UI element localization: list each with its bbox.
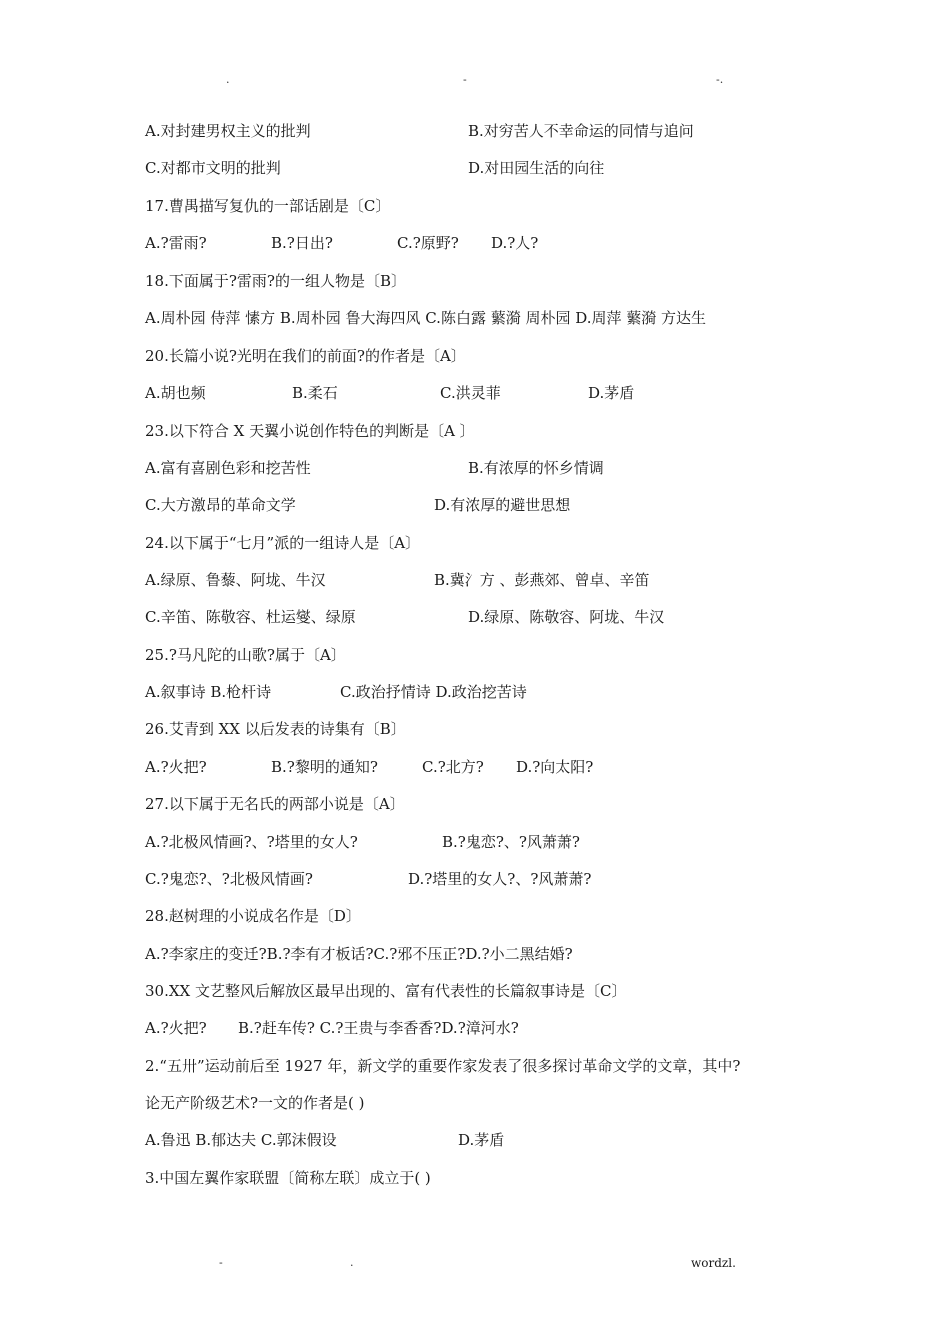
option-text: C.洪灵菲 <box>440 384 501 402</box>
option-text: C.辛笛、陈敬容、杜运燮、绿原 <box>145 608 356 626</box>
question-text: 论无产阶级艺术?一文的作者是( ) <box>145 1094 365 1112</box>
footer-mark-center: . <box>350 1256 354 1269</box>
header-mark-left: . <box>226 73 230 86</box>
option-text: C.对都市文明的批判 <box>145 159 281 177</box>
question-text: 28.赵树理的小说成名作是〔D〕 <box>145 907 361 925</box>
option-text: B.?赶车传? C.?王贵与李香香?D.?漳河水? <box>238 1019 519 1037</box>
question-text: 3.中国左翼作家联盟〔简称左联〕成立于( ) <box>145 1169 431 1187</box>
option-text: D.茅盾 <box>588 384 635 402</box>
header-mark-center: - <box>463 73 467 86</box>
question-text: 30.XX 文艺整风后解放区最早出现的、富有代表性的长篇叙事诗是〔C〕 <box>145 982 627 1000</box>
option-text: C.?北方? <box>422 758 484 776</box>
option-text: A.?雷雨? <box>145 234 207 252</box>
option-text: B.?鬼恋?、?风萧萧? <box>442 833 580 851</box>
question-text: 25.?马凡陀的山歌?属于〔A〕 <box>145 646 346 664</box>
question-text: 17.曹禺描写复仇的一部话剧是〔C〕 <box>145 197 391 215</box>
header-mark-right: -. <box>716 73 724 86</box>
question-text: 20.长篇小说?光明在我们的前面?的作者是〔A〕 <box>145 347 466 365</box>
question-text: 18.下面属于?雷雨?的一组人物是〔B〕 <box>145 272 406 290</box>
option-text: C.?鬼恋?、?北极风情画? <box>145 870 313 888</box>
option-text: A.周朴园 侍萍 愫方 B.周朴园 鲁大海四风 C.陈白露 蘩漪 周朴园 D.周萍 蘩漪 方达生 <box>145 309 707 327</box>
option-text: D.?人? <box>491 234 539 252</box>
option-text: A.对封建男权主义的批判 <box>145 122 311 140</box>
option-text: A.?李家庄的变迁?B.?李有才板话?C.?邪不压正?D.?小二黑结婚? <box>145 945 573 963</box>
option-text: A.?北极风情画?、?塔里的女人? <box>145 833 358 851</box>
option-text: B.对穷苦人不幸命运的同情与追问 <box>468 122 694 140</box>
option-text: C.大方激昂的革命文学 <box>145 496 296 514</box>
option-text: A.绿原、鲁藜、阿垅、牛汉 <box>145 571 326 589</box>
footer-watermark: wordzl. <box>691 1256 736 1270</box>
option-text: C.政治抒情诗 D.政治挖苦诗 <box>340 683 527 701</box>
footer-mark-left: - <box>219 1256 223 1269</box>
option-text: A.叙事诗 B.枪杆诗 <box>145 683 272 701</box>
option-text: D.?向太阳? <box>516 758 594 776</box>
option-text: B.?日出? <box>271 234 333 252</box>
question-text: 23.以下符合 X 天翼小说创作特色的判断是〔A 〕 <box>145 422 475 440</box>
option-text: C.?原野? <box>397 234 459 252</box>
option-text: B.?黎明的通知? <box>271 758 378 776</box>
question-text: 24.以下属于“七月”派的一组诗人是〔A〕 <box>145 534 421 552</box>
option-text: A.富有喜剧色彩和挖苦性 <box>145 459 311 477</box>
option-text: B.冀氵方 、彭燕郊、曾卓、辛笛 <box>434 571 650 589</box>
option-text: D.茅盾 <box>458 1131 505 1149</box>
question-text: 2.“五卅”运动前后至 1927 年，新文学的重要作家发表了很多探讨革命文学的文章，其中? <box>145 1057 741 1075</box>
question-text: 27.以下属于无名氏的两部小说是〔A〕 <box>145 795 405 813</box>
option-text: A.胡也频 <box>145 384 206 402</box>
question-text: 26.艾青到 XX 以后发表的诗集有〔B〕 <box>145 720 406 738</box>
option-text: A.?火把? <box>145 1019 207 1037</box>
option-text: D.?塔里的女人?、?风萧萧? <box>408 870 592 888</box>
option-text: D.有浓厚的避世思想 <box>434 496 571 514</box>
option-text: B.柔石 <box>292 384 338 402</box>
option-text: D.绿原、陈敬容、阿垅、牛汉 <box>468 608 665 626</box>
option-text: A.鲁迅 B.郁达夫 C.郭沫假设 <box>145 1131 337 1149</box>
option-text: A.?火把? <box>145 758 207 776</box>
option-text: B.有浓厚的怀乡情调 <box>468 459 604 477</box>
option-text: D.对田园生活的向往 <box>468 159 605 177</box>
